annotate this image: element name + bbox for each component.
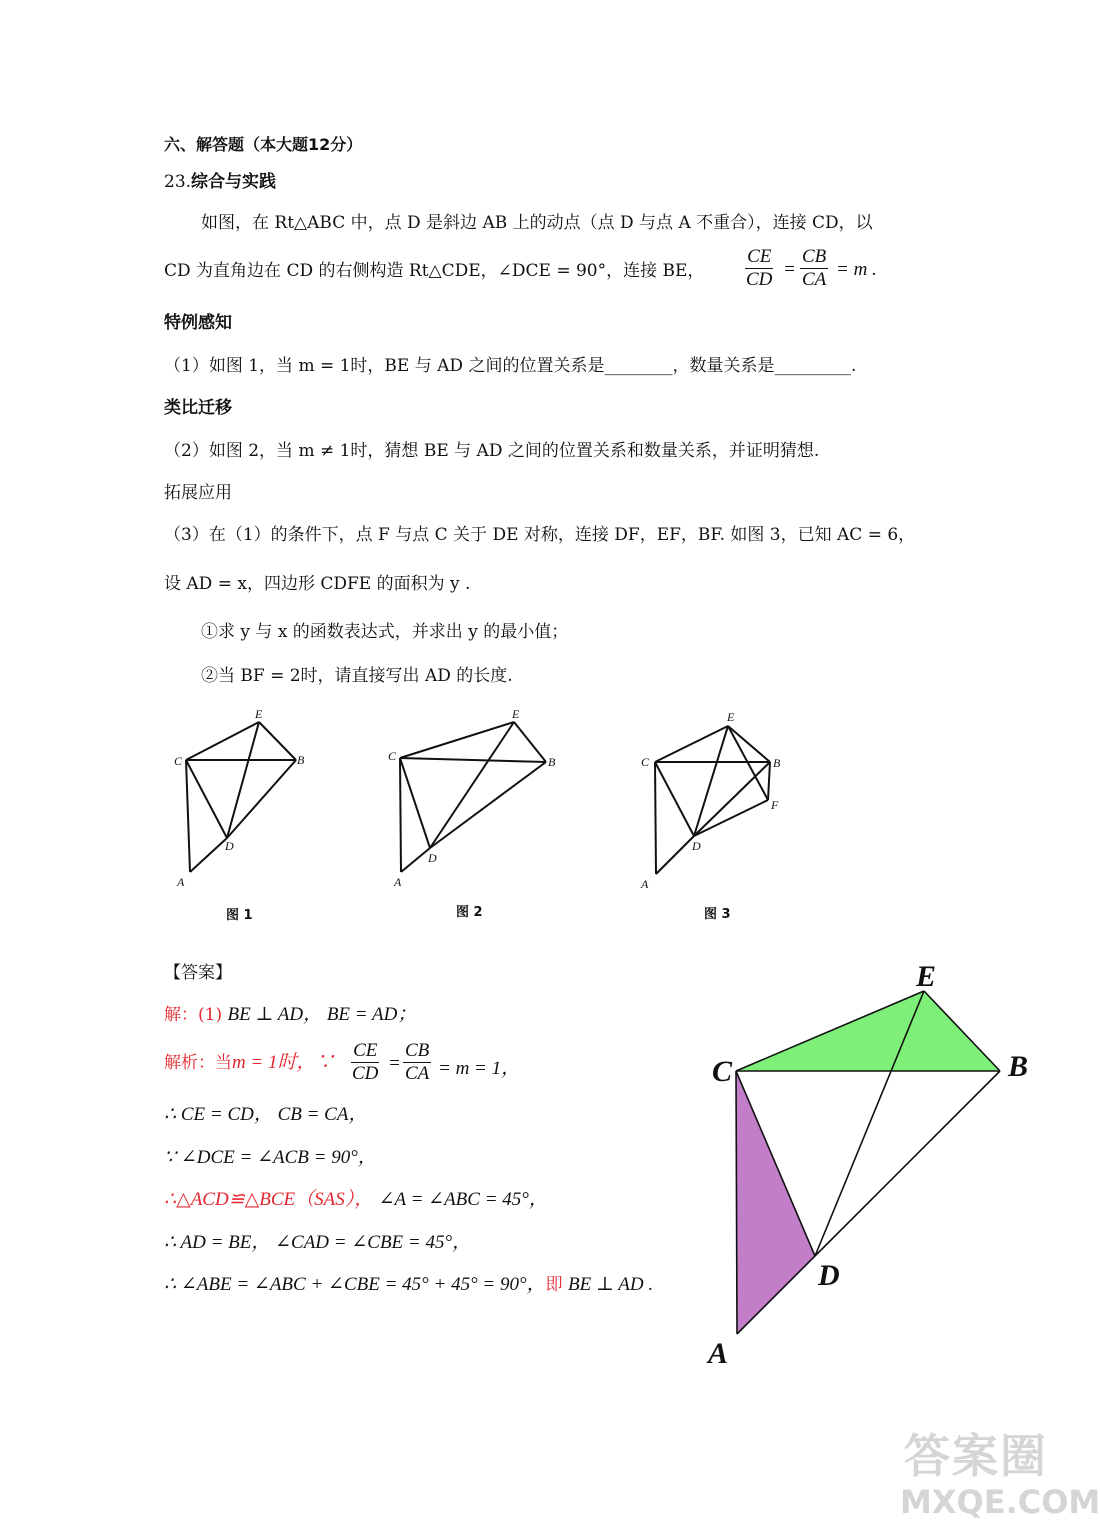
- step-5-end: BE ⊥ AD .: [568, 1274, 654, 1295]
- part3-sub-2: ②当 BF = 2时，请直接写出 AD 的长度.: [201, 666, 513, 686]
- analysis-numerator-2: CB: [405, 1040, 430, 1061]
- figure-3-caption: 图 3: [704, 907, 731, 922]
- part3-sub-1: ①求 y 与 x 的函数表达式，并求出 y 的最小值；: [201, 622, 569, 642]
- fig2-label-d: D: [428, 851, 437, 865]
- analysis-equals: =: [388, 1053, 401, 1074]
- analysis-numerator-1: CE: [353, 1040, 378, 1061]
- fig3-label-a: A: [641, 877, 649, 891]
- part1-text: （1）如图 1，当 m = 1时，BE 与 AD 之间的位置关系是________，数量关系是_________.: [164, 356, 857, 376]
- figure-1: [186, 722, 296, 872]
- figure-3-labels: [640, 710, 781, 891]
- watermark-logo: 答案圈: [904, 1429, 1048, 1483]
- fig2-label-a: A: [394, 875, 402, 889]
- big-label-a: A: [708, 1337, 729, 1370]
- step-5-main: ∴ ∠ABE = ∠ABC + ∠CBE = 45° + 45° = 90°，: [164, 1274, 546, 1295]
- fig3-label-c: C: [641, 755, 650, 769]
- figure-1-caption: 图 1: [226, 908, 253, 923]
- big-label-b: B: [1008, 1050, 1029, 1083]
- ratio-numerator-1: CE: [747, 246, 772, 267]
- figure-3: [655, 726, 770, 874]
- solution-line: [164, 1004, 416, 1026]
- fig3-label-e: E: [727, 710, 735, 724]
- figure-2-caption: 图 2: [456, 905, 483, 920]
- figure-2: [400, 722, 546, 872]
- ratio-equals: =: [783, 259, 796, 280]
- fig1-label-a: A: [177, 875, 185, 889]
- part2-heading: 类比迁移: [164, 398, 232, 418]
- step-1: ∴ CE = CD， CB = CA，: [164, 1104, 368, 1125]
- answer-heading: 【答案】: [164, 963, 232, 983]
- fig1-label-c: C: [174, 754, 183, 768]
- stem-line-2: CD 为直角边在 CD 的右侧构造 Rt△CDE，∠DCE = 90°，连接 BE，: [164, 261, 705, 281]
- step-2: ∵ ∠DCE = ∠ACB = 90°，: [164, 1147, 377, 1168]
- analysis-line: [164, 1052, 335, 1074]
- fig1-label-e: E: [255, 707, 263, 721]
- fig1-label-d: D: [225, 839, 234, 853]
- question-number: 23.: [164, 172, 192, 192]
- part3-line-2: 设 AD = x，四边形 CDFE 的面积为 y .: [164, 574, 471, 594]
- part2-text: （2）如图 2，当 m ≠ 1时，猜想 BE 与 AD 之间的位置关系和数量关系，并证明猜想.: [164, 441, 820, 461]
- step-3: [164, 1189, 548, 1211]
- stem-line-1: 如图，在 Rt△ABC 中，点 D 是斜边 AB 上的动点（点 D 与点 A 不重合），连接 CD，以: [201, 213, 873, 233]
- ratio-numerator-2: CB: [802, 246, 827, 267]
- step-3-congruence: ∴△ACD≌△BCE（SAS），: [164, 1189, 374, 1210]
- ratio-tail: = m .: [836, 259, 877, 280]
- solution-prefix: 解：(1): [164, 1005, 223, 1025]
- analysis-tail: = m = 1，: [438, 1058, 521, 1079]
- triangle-ceb: [736, 991, 1000, 1071]
- ratio-denominator-2: CA: [802, 269, 827, 290]
- ratio-denominator-1: CD: [746, 269, 773, 290]
- question-title: 综合与实践: [191, 172, 277, 192]
- big-label-c: C: [712, 1055, 733, 1088]
- fig1-label-b: B: [297, 753, 305, 767]
- step-5-connector: 即: [545, 1275, 563, 1295]
- analysis-m: m = 1时，∵: [232, 1052, 335, 1073]
- fig3-label-d: D: [692, 839, 701, 853]
- part3-line-1: （3）在（1）的条件下，点 F 与点 C 关于 DE 对称，连接 DF，EF，BF. 如图 3，已知 AC = 6，: [164, 525, 916, 545]
- fig3-label-f: F: [771, 798, 779, 812]
- analysis-denominator-2: CA: [405, 1063, 430, 1084]
- big-label-d: D: [818, 1259, 840, 1292]
- section-title: 六、解答题（本大题12分）: [164, 135, 363, 154]
- fig2-label-b: B: [548, 755, 556, 769]
- part1-heading: 特例感知: [164, 313, 232, 333]
- big-label-e: E: [916, 960, 937, 993]
- watermark-domain: MXQE.COM: [900, 1483, 1100, 1521]
- analysis-denominator-1: CD: [352, 1063, 379, 1084]
- fig2-label-c: C: [388, 749, 397, 763]
- solution-text: BE ⊥ AD， BE = AD；: [227, 1004, 417, 1025]
- fig2-label-e: E: [512, 707, 520, 721]
- analysis-fraction-2: [403, 1040, 431, 1085]
- fig3-label-b: B: [773, 756, 781, 770]
- analysis-prefix: 解析：当: [164, 1053, 232, 1073]
- step-4: ∴ AD = BE， ∠CAD = ∠CBE = 45°，: [164, 1232, 472, 1253]
- step-5: [164, 1274, 653, 1296]
- answer-figure: [690, 950, 1050, 1380]
- figure-1-labels: [174, 707, 305, 889]
- step-3-angles: ∠A = ∠ABC = 45°，: [378, 1189, 548, 1210]
- analysis-fraction-1: [350, 1040, 380, 1085]
- part3-heading: 拓展应用: [164, 483, 232, 503]
